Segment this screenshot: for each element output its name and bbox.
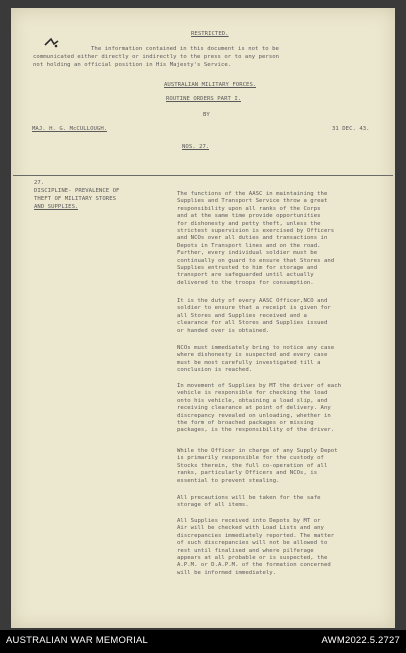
section-number: 27. bbox=[34, 180, 45, 186]
paragraph-line: All precautions will be taken for the safe bbox=[177, 495, 321, 501]
paragraph-5 bbox=[177, 448, 391, 485]
paragraph-line: onto his vehicle, obtaining a load slip, and bbox=[177, 397, 328, 404]
order-type-title: ROUTINE ORDERS PART I. bbox=[166, 96, 242, 102]
paragraph-line: rest until finalised and where pilferage bbox=[177, 547, 314, 554]
paragraph-line: and at the same time provide opportunities bbox=[177, 213, 321, 220]
paragraph-line: receiving clearance at point of delivery. Any bbox=[177, 405, 331, 412]
paragraph-4 bbox=[177, 383, 391, 435]
paragraph-line: must be most carefully investigated till a bbox=[177, 359, 321, 366]
ink-mark-icon bbox=[42, 35, 66, 51]
paragraph-line: delivered to the troops for consumption. bbox=[177, 279, 314, 286]
paragraph-line: responsibility upon all ranks of the Corps bbox=[177, 205, 321, 212]
paragraph-line: soldier to ensure that a receipt is given for bbox=[177, 305, 331, 312]
section-heading-line-1: DISCIPLINE- PREVALENCE OF bbox=[34, 188, 120, 194]
paragraph-line: and NCOs over all duties and transactions in bbox=[177, 235, 328, 242]
paragraph-line: ranks, particularly Officers and NCOs, is bbox=[177, 470, 318, 477]
paragraph-line: for dishonesty and petty theft, unless the bbox=[177, 220, 321, 227]
section-divider bbox=[13, 175, 393, 176]
by-label: BY bbox=[203, 112, 210, 118]
paragraph-line: A.P.M. or D.A.P.M. of the formation concerned bbox=[177, 562, 331, 569]
paragraph-line: storage of all items. bbox=[177, 502, 249, 509]
footer-accession-number: AWM2022.5.2727 bbox=[321, 635, 400, 646]
paragraph-line: discrepancy revealed on unloading, whether in bbox=[177, 412, 331, 419]
paragraph-line: Depots in Transport lines and on the road. bbox=[177, 242, 321, 249]
paragraph-line: essential to prevent stealing. bbox=[177, 477, 280, 484]
section-heading-line-3: AND SUPPLIES. bbox=[34, 204, 79, 210]
paragraph-line: will be informed immediately. bbox=[177, 569, 277, 576]
paragraph-line: continually on guard to ensure that Stores and bbox=[177, 257, 335, 264]
archive-footer bbox=[0, 630, 406, 653]
section-heading-line-2: THEFT OF MILITARY STORES bbox=[34, 196, 117, 202]
paragraph-line: In movement of Supplies by MT the driver of each bbox=[177, 383, 342, 389]
notice-line-3: not holding an official position in His Majesty's Service. bbox=[33, 62, 232, 68]
paragraph-line: conclusion is reached. bbox=[177, 367, 253, 374]
paragraph-line: Further, every individual soldier must be bbox=[177, 250, 318, 257]
paragraph-7 bbox=[177, 518, 391, 577]
paragraph-line: The functions of the AASC in maintaining the bbox=[177, 191, 328, 197]
paragraph-line: of such discrepancies will not be allowed to bbox=[177, 540, 328, 547]
paragraph-line: discrepancies immediately reported. The matter bbox=[177, 532, 335, 539]
paragraph-6 bbox=[177, 495, 391, 510]
paragraph-3 bbox=[177, 345, 391, 375]
document-page bbox=[11, 8, 395, 628]
paragraph-line: clearance for all Stores and Supplies issued bbox=[177, 320, 328, 327]
orders-number: NOS. 27. bbox=[182, 144, 210, 150]
paragraph-line: NCOs must immediately bring to notice any case bbox=[177, 345, 335, 351]
paragraph-line: where dishonesty is suspected and every case bbox=[177, 352, 328, 359]
notice-line-1: The information contained in this document is not to be bbox=[91, 46, 279, 52]
paragraph-line: Stocks therein, the full co-operation of all bbox=[177, 462, 328, 469]
footer-institution: AUSTRALIAN WAR MEMORIAL bbox=[6, 635, 149, 646]
paragraph-line: Supplies and Transport Service throw a great bbox=[177, 198, 328, 205]
paragraph-line: appears at all probable or is suspected, the bbox=[177, 555, 328, 562]
paragraph-line: is primarily responsible for the custody of bbox=[177, 455, 324, 462]
paragraph-1 bbox=[177, 191, 391, 287]
force-title: AUSTRALIAN MILITARY FORCES. bbox=[164, 82, 257, 88]
paragraph-line: or handed over is obtained. bbox=[177, 327, 270, 334]
paragraph-2 bbox=[177, 298, 391, 335]
paragraph-line: vehicle is responsible for checking the load bbox=[177, 390, 328, 397]
paragraph-line: transport are safeguarded until actually bbox=[177, 272, 314, 279]
paragraph-line: Supplies entrusted to him for storage and bbox=[177, 265, 318, 272]
paragraph-line: strictest supervision is exercised by Officers bbox=[177, 228, 335, 235]
paragraph-line: While the Officer in charge of any Supply Depot bbox=[177, 448, 338, 454]
paragraph-line: all Stores and Supplies received and a bbox=[177, 312, 307, 319]
officer-name: MAJ. H. G. McCULLOUGH. bbox=[32, 126, 108, 132]
paragraph-line: All Supplies received into Depots by MT or bbox=[177, 518, 321, 524]
paragraph-line: Air will be checked with Load Lists and any bbox=[177, 525, 324, 532]
paragraph-line: packages, is the responsibility of the driver. bbox=[177, 427, 335, 434]
paragraph-line: the form of broached packages or missing bbox=[177, 420, 314, 427]
classification-label: RESTRICTED. bbox=[191, 31, 229, 37]
paragraph-line: It is the duty of every AASC Officer,NCO and bbox=[177, 298, 328, 304]
notice-line-2: communicated either directly or indirectly to the press or to any person bbox=[33, 54, 280, 60]
order-date: 31 DEC. 43. bbox=[332, 126, 370, 132]
